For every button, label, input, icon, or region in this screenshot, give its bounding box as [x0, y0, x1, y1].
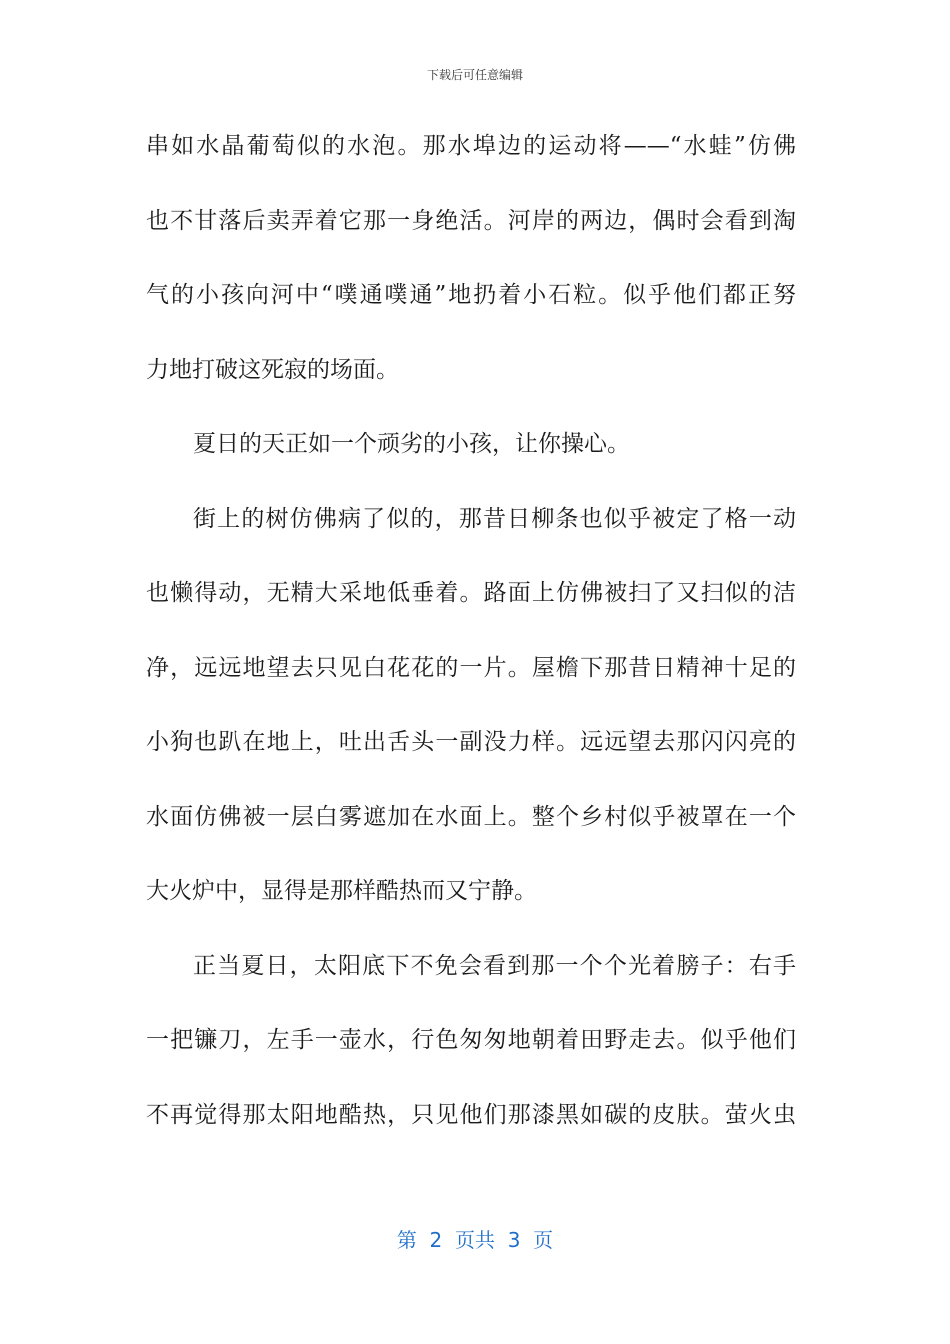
paragraph-first-line: 街上的树仿佛病了似的，那昔日柳条也似乎被定了格一动 [193, 505, 796, 532]
text-line: 小狗也趴在地上，吐出舌头一副没力样。远远望去那闪闪亮的 [146, 729, 796, 755]
text-line: 一把镰刀，左手一壶水，行色匆匆地朝着田野走去。似乎他们 [146, 1027, 796, 1053]
page-header-note: 下载后可任意编辑 [426, 68, 523, 82]
paragraph-first-line: 夏日的天正如一个顽劣的小孩，让你操心。 [193, 431, 630, 457]
text-line: 净，远远地望去只见白花花的一片。屋檐下那昔日精神十足的 [146, 654, 796, 681]
text-line: 也不甘落后卖弄着它那一身绝活。河岸的两边，偶时会看到淘 [146, 207, 796, 234]
text-line: 水面仿佛被一层白雾遮加在水面上。整个乡村似乎被罩在一个 [146, 803, 796, 830]
document-body [146, 126, 796, 1169]
page-number-footer: 第 2 页共 3 页 [396, 1228, 554, 1252]
text-line: 不再觉得那太阳地酷热，只见他们那漆黑如碳的皮肤。萤火虫 [146, 1101, 796, 1128]
text-line: 大火炉中，显得是那样酷热而又宁静。 [146, 878, 537, 904]
text-line: 力地打破这死寂的场面。 [146, 356, 399, 383]
text-line: 串如水晶葡萄似的水泡。那水埠边的运动将——“水蛙”仿佛 [146, 133, 796, 159]
text-line: 气的小孩向河中“噗通噗通”地扔着小石粒。似乎他们都正努 [146, 282, 796, 308]
paragraph-first-line: 正当夏日，太阳底下不免会看到那一个个光着膀子：右手 [193, 952, 796, 979]
text-line: 也懒得动，无精大采地低垂着。路面上仿佛被扫了又扫似的洁 [146, 580, 796, 606]
